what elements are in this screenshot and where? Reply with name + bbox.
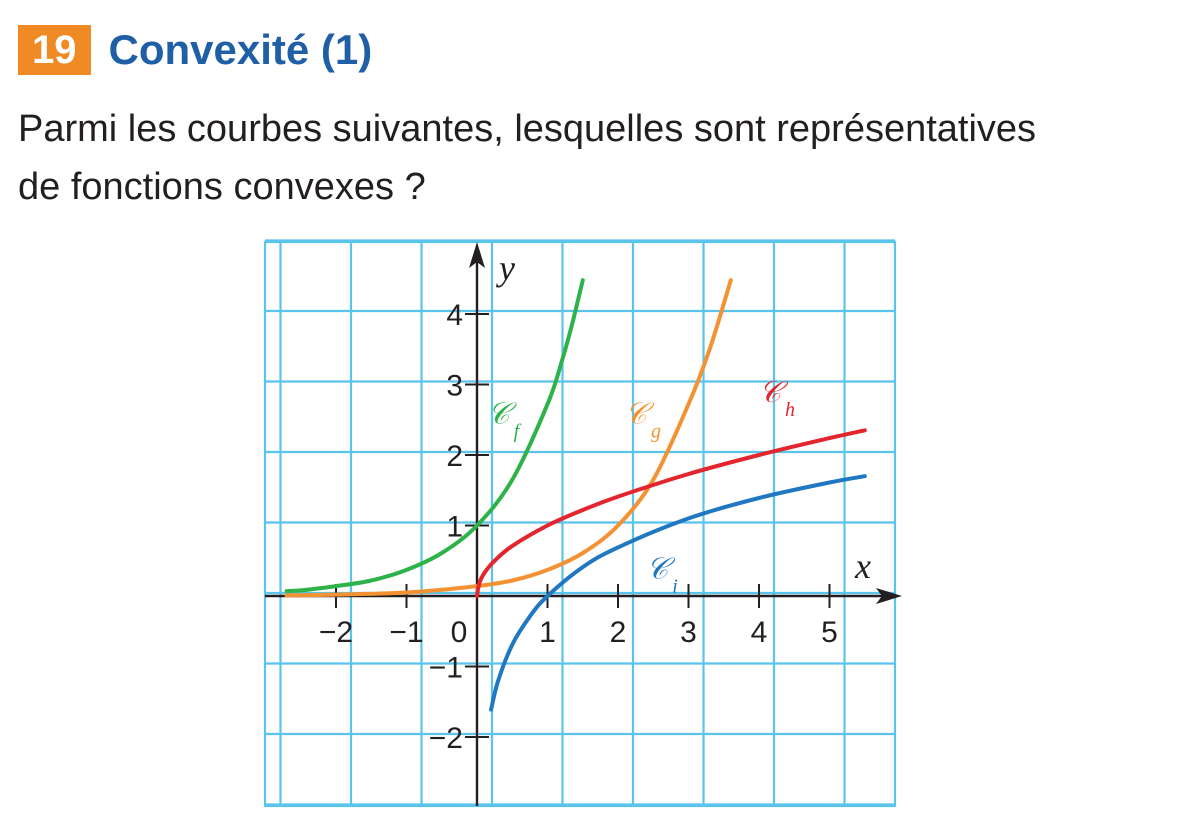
x-tick-label: 5 (821, 616, 838, 649)
x-tick-label: 2 (609, 616, 627, 649)
curve-label-sub-i: i (672, 575, 678, 598)
y-tick-label: −2 (428, 722, 463, 755)
y-axis-label: y (499, 248, 515, 288)
curve-label-sub-h: h (785, 399, 795, 422)
y-tick-label: 3 (446, 369, 463, 403)
x-tick-label: 4 (750, 616, 768, 649)
x-tick-label: −1 (389, 616, 424, 649)
curve-label-i: 𝒞 (646, 551, 669, 587)
x-tick-label: −2 (318, 616, 354, 649)
curve-label-g: 𝒞 (625, 396, 647, 432)
y-tick-label: 4 (446, 299, 463, 332)
function-graph (250, 236, 910, 811)
curve-label-h: 𝒞 (759, 375, 781, 411)
axes (265, 242, 902, 806)
x-tick-label: 0 (450, 616, 468, 649)
curve-f (287, 280, 583, 591)
y-tick-label: −1 (428, 651, 463, 685)
grid (265, 241, 910, 807)
grid-border (265, 242, 895, 806)
curve-label-sub-f: f (513, 420, 520, 443)
x-tick-label: 3 (680, 616, 697, 649)
curve-h (477, 430, 865, 596)
x-tick-label: 1 (539, 616, 556, 649)
question-line-1: Parmi les courbes suivantes, lesquelles sont représentatives (18, 108, 1037, 150)
y-tick-label: 2 (446, 440, 463, 473)
curve-label-sub-g: g (651, 420, 662, 443)
exercise-header (18, 22, 372, 78)
x-axis-label: x (855, 546, 871, 586)
y-tick-label: 1 (446, 510, 463, 544)
question-text (18, 100, 1188, 216)
curves (287, 280, 865, 709)
exercise-title: Convexité (1) (108, 26, 373, 73)
ticks (319, 299, 838, 755)
curve-labels (488, 375, 795, 597)
exercise-number-badge: 19 (18, 25, 91, 75)
curve-label-f: 𝒞 (487, 396, 510, 432)
question-line-2: de fonctions convexes ? (18, 166, 426, 208)
